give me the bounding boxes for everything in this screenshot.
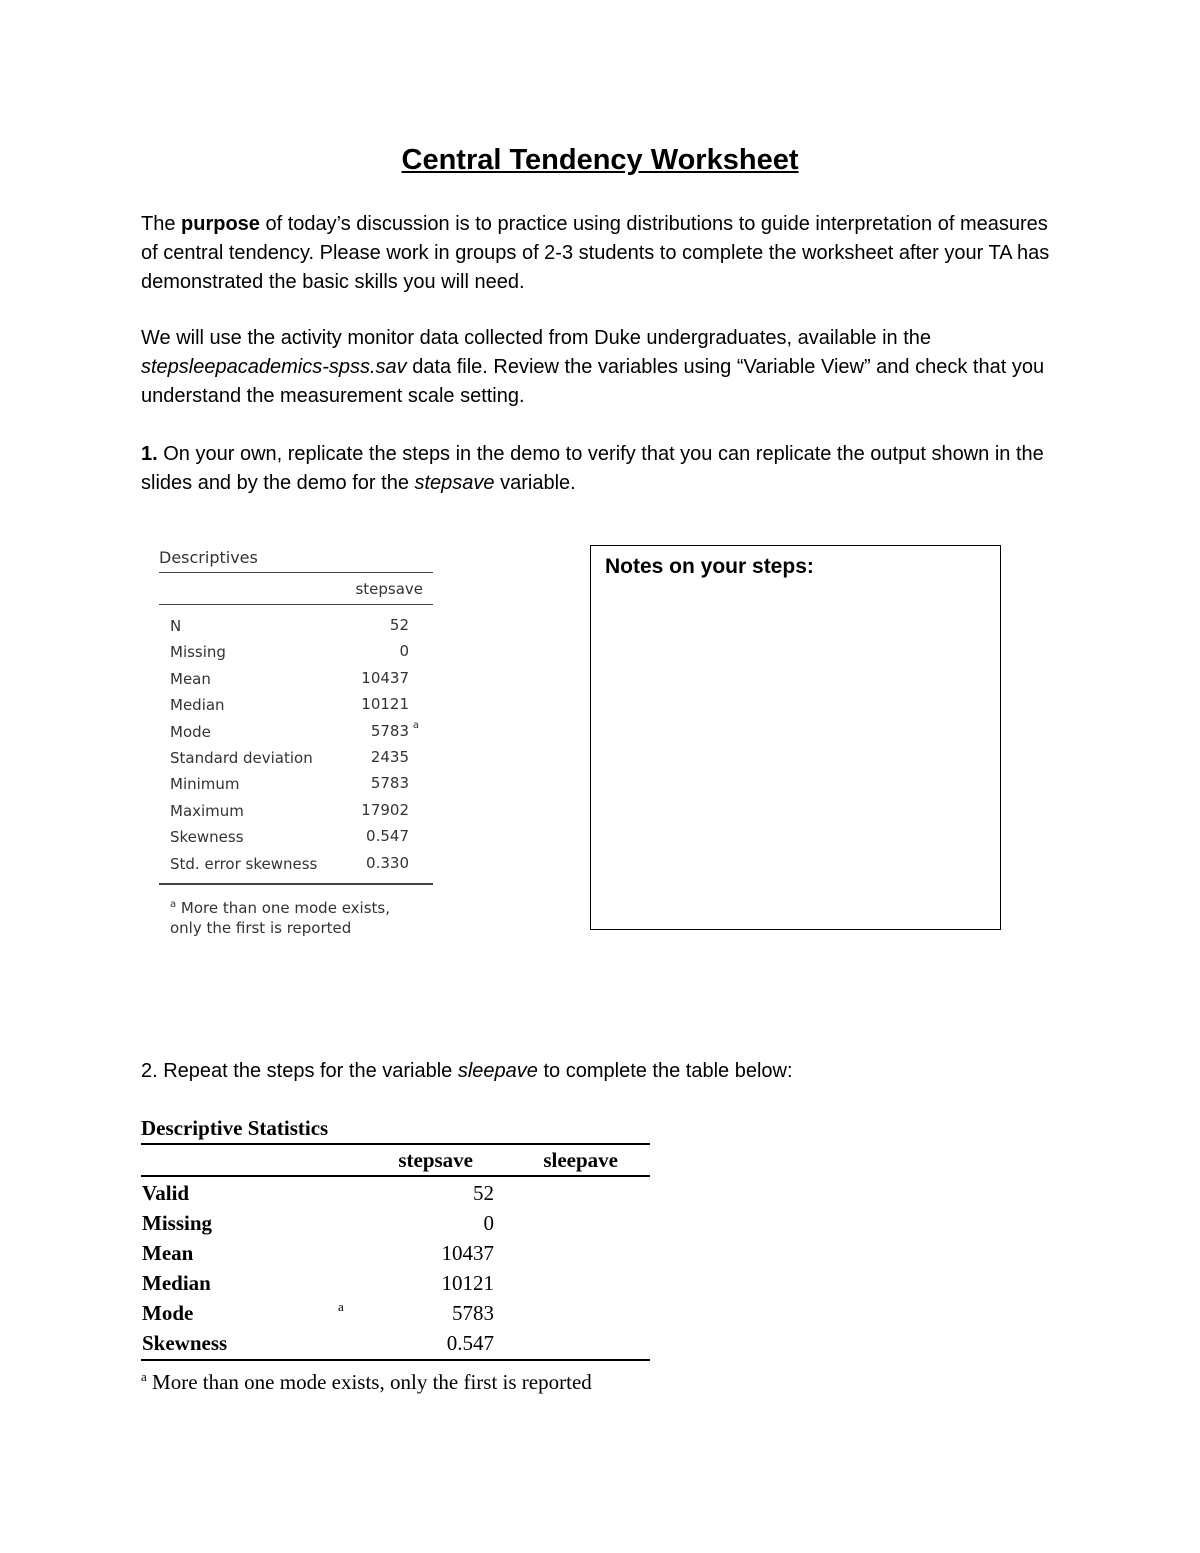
- descriptive-statistics-table: [141, 1114, 650, 1394]
- desc-row-label: Skewness: [142, 1331, 228, 1355]
- desc-table-row: [141, 1299, 650, 1329]
- step1-variable: stepsave: [414, 472, 495, 494]
- spss-row-label: Missing: [170, 643, 226, 662]
- data-text-start: We will use the activity monitor data collected from Duke undergraduates, available in the: [141, 327, 932, 349]
- spss-row-label: Median: [170, 696, 225, 715]
- spss-row-value: 2435: [370, 747, 409, 766]
- page-title: Central Tendency Worksheet: [401, 144, 799, 176]
- desc-row-stepsave-value: 52: [473, 1181, 494, 1205]
- spss-table-row: [159, 798, 433, 824]
- step1-text-start: On your own, replicate the steps in the demo to verify that you can replicate the output shown in the slides and by the demo for the: [141, 443, 1044, 494]
- desc-table-body: [141, 1177, 650, 1361]
- desc-col-stepsave: stepsave: [398, 1148, 473, 1172]
- desc-row-stepsave-value: 5783: [452, 1301, 494, 1325]
- spss-table-row: [159, 824, 433, 850]
- desc-table-row: [141, 1329, 650, 1359]
- spss-table-row: [159, 639, 433, 665]
- spss-row-value: 0.330: [366, 853, 409, 872]
- spss-row-value: 0: [399, 642, 409, 661]
- spss-row-label: Skewness: [170, 828, 244, 847]
- spss-footnote-line2: only the first is reported: [170, 918, 352, 937]
- spss-row-footnote-marker: a: [412, 719, 419, 731]
- data-file-name: stepsleepacademics-spss.sav: [141, 356, 407, 378]
- spss-table-row: [159, 719, 433, 745]
- spss-row-value: 0.547: [366, 827, 409, 846]
- desc-footnote-marker: a: [141, 1369, 147, 1384]
- desc-row-footnote-marker: a: [338, 1299, 344, 1314]
- spss-row-label: Minimum: [170, 775, 240, 794]
- step2-variable: sleepave: [457, 1060, 538, 1082]
- desc-row-label: Mean: [142, 1241, 194, 1265]
- spss-footnote-marker: a: [170, 898, 177, 910]
- purpose-text-start: The: [141, 213, 182, 235]
- spss-table-row: [159, 666, 433, 692]
- desc-table-row: [141, 1269, 650, 1299]
- spss-row-label: N: [170, 617, 182, 635]
- desc-footnote-text: More than one mode exists, only the first is reported: [146, 1370, 592, 1394]
- data-paragraph: [141, 324, 1061, 411]
- desc-table-title: Descriptive Statistics: [141, 1116, 329, 1140]
- spss-row-label: Maximum: [170, 801, 244, 820]
- spss-table-row: [159, 851, 433, 877]
- step1-text-rest: variable.: [494, 472, 576, 494]
- desc-table-row: [141, 1209, 650, 1239]
- desc-col-sleepave: sleepave: [543, 1148, 618, 1172]
- notes-box-title: Notes on your steps:: [605, 555, 814, 578]
- spss-row-label: Standard deviation: [170, 748, 313, 767]
- spss-table-row: [159, 745, 433, 771]
- desc-table-footnote: [141, 1361, 650, 1394]
- spss-row-value: 5783: [370, 721, 409, 740]
- desc-row-stepsave-value: 10437: [441, 1241, 494, 1265]
- spss-row-value: 52: [389, 616, 409, 634]
- desc-row-stepsave-value: 10121: [441, 1271, 494, 1295]
- spss-table-body: [159, 605, 433, 885]
- spss-row-label: Std. error skewness: [170, 854, 318, 873]
- purpose-paragraph: [141, 210, 1061, 297]
- desc-row-stepsave-value: 0.547: [446, 1331, 494, 1355]
- spss-table-row: [159, 692, 433, 718]
- data-text-rest: data file. Review the variables using “Variable View” and check that you understand the measurement scale setting.: [141, 356, 1045, 407]
- desc-table-row: [141, 1179, 650, 1209]
- spss-table-row: [159, 771, 433, 797]
- spss-table-row: [159, 613, 433, 639]
- desc-row-label: Median: [142, 1271, 211, 1295]
- notes-box[interactable]: [590, 545, 1001, 930]
- spss-descriptives-table: [159, 548, 433, 938]
- spss-footnote-line1: More than one mode exists,: [176, 898, 390, 917]
- desc-row-label: Valid: [142, 1181, 190, 1205]
- desc-row-label: Mode: [142, 1301, 194, 1325]
- spss-table-header: [159, 573, 433, 605]
- spss-footnote: [159, 885, 433, 938]
- spss-row-value: 10437: [361, 668, 409, 687]
- spss-column-header: stepsave: [355, 580, 423, 598]
- desc-row-label: Missing: [142, 1211, 213, 1235]
- step2-text-start: 2. Repeat the steps for the variable: [141, 1060, 458, 1082]
- spss-row-value: 5783: [370, 774, 409, 793]
- step1-paragraph: [141, 440, 1061, 498]
- step2-paragraph: [141, 1057, 1061, 1086]
- desc-row-stepsave-value: 0: [483, 1211, 494, 1235]
- spss-table-title: Descriptives: [159, 548, 258, 567]
- step2-text-rest: to complete the table below:: [537, 1060, 793, 1082]
- desc-table-row: [141, 1239, 650, 1269]
- spss-row-label: Mean: [170, 669, 211, 688]
- spss-row-label: Mode: [170, 722, 211, 741]
- spss-row-value: 17902: [361, 800, 409, 819]
- spss-row-value: 10121: [361, 695, 409, 714]
- purpose-keyword: purpose: [181, 213, 260, 235]
- purpose-text-rest: of today’s discussion is to practice using distributions to guide interpretation of measures of central tendency. Please work in groups of 2-3 students to complete the worksheet after your TA has demonstrated the basic skills you will need.: [141, 213, 1050, 293]
- step1-number: 1.: [141, 443, 158, 465]
- desc-table-header: [141, 1143, 650, 1177]
